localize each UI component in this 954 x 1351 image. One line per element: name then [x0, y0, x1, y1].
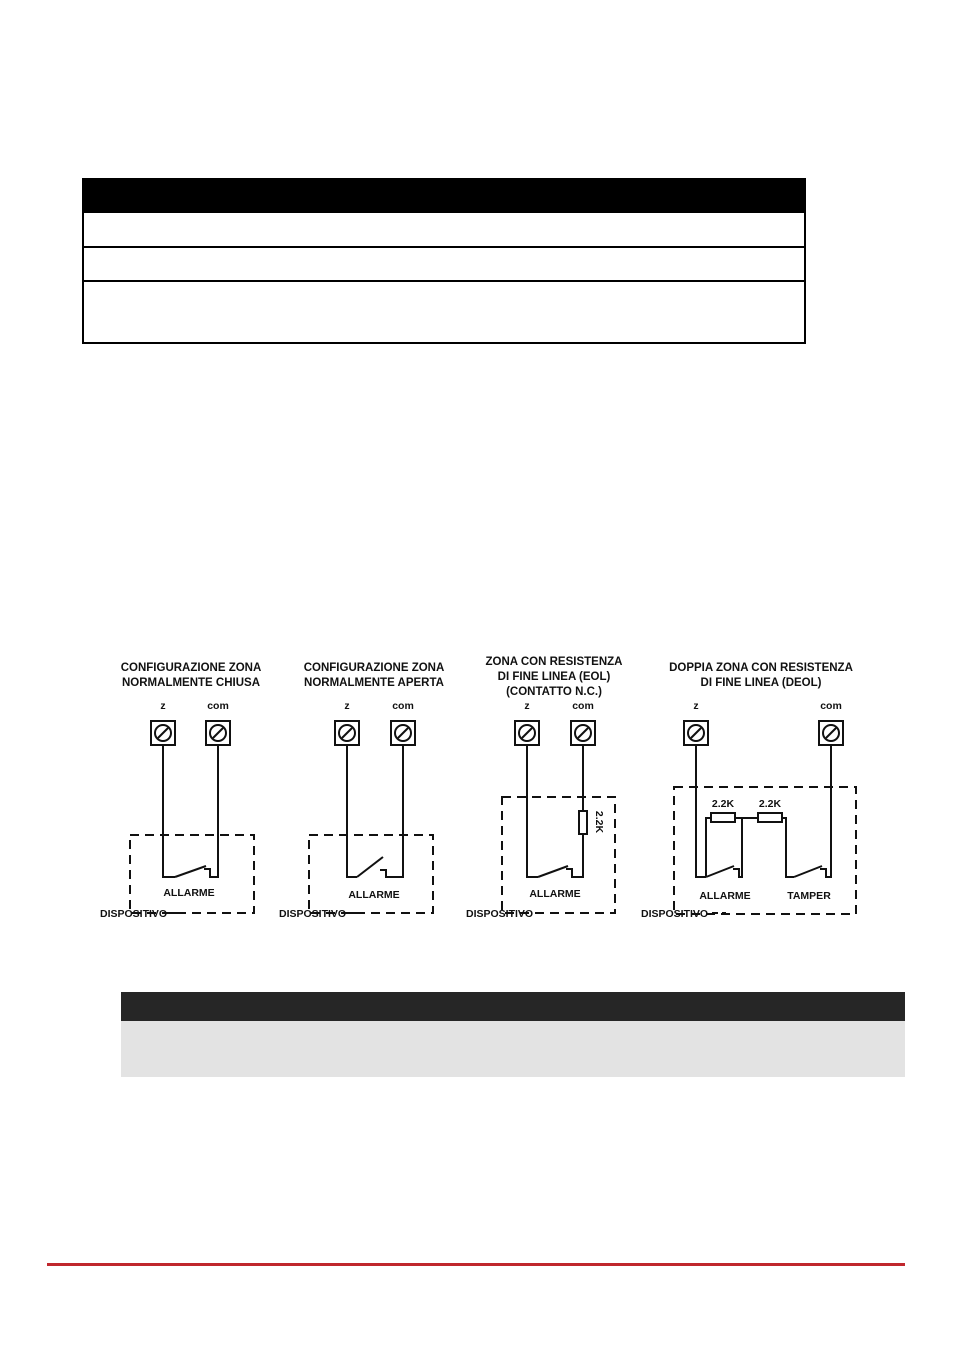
contact-label: ALLARME	[163, 887, 215, 899]
diagram-normally-open	[279, 662, 444, 920]
diagram-normally-closed	[100, 662, 261, 920]
device-label: DISPOSITIVO	[641, 908, 709, 920]
terminal-com-icon	[391, 721, 415, 745]
resistor-label: 2.2K	[758, 798, 782, 810]
terminal-label-com: com	[572, 700, 594, 712]
device-label: DISPOSITIVO	[100, 908, 168, 920]
note-box	[121, 992, 905, 1077]
diagram-title-line: CONFIGURAZIONE ZONA	[120, 662, 262, 674]
terminal-z-icon	[335, 721, 359, 745]
device-label: DISPOSITIVO	[466, 908, 534, 920]
diagram-title-line: CONFIGURAZIONE ZONA	[303, 662, 445, 674]
footer-divider	[47, 1263, 905, 1266]
terminal-label-com: com	[207, 700, 229, 712]
diagram-title-line: (CONTATTO N.C.)	[506, 686, 602, 698]
terminal-com-icon	[206, 721, 230, 745]
terminal-label-z: z	[524, 700, 530, 712]
contact-label: ALLARME	[699, 890, 751, 902]
terminal-label-z: z	[160, 700, 166, 712]
table-row	[84, 246, 804, 281]
terminal-z-icon	[684, 721, 708, 745]
diagram-title-line: DI FINE LINEA (DEOL)	[700, 677, 822, 689]
note-header	[121, 992, 905, 1021]
switch-contact-closed	[175, 866, 206, 877]
table-row	[84, 280, 804, 342]
terminal-label-z: z	[344, 700, 350, 712]
resistor-label: 2.2K	[711, 798, 735, 810]
terminal-z-icon	[515, 721, 539, 745]
diagram-eol	[466, 656, 622, 920]
diagram-title-line: NORMALMENTE CHIUSA	[122, 677, 260, 689]
switch-contact-closed	[538, 866, 568, 877]
device-box	[309, 835, 433, 913]
zone-wiring-diagrams	[0, 640, 954, 940]
resistor-icon	[758, 813, 782, 822]
contact-label: TAMPER	[787, 890, 831, 902]
resistor-icon	[579, 811, 587, 834]
diagram-title-line: DOPPIA ZONA CON RESISTENZA	[669, 662, 853, 674]
terminal-label-com: com	[820, 700, 842, 712]
switch-contact-tamper	[794, 866, 822, 877]
note-body	[121, 1021, 905, 1077]
terminal-label-z: z	[693, 700, 699, 712]
table-header	[84, 180, 804, 213]
table-row	[84, 213, 804, 247]
switch-contact-open	[357, 857, 383, 877]
device-label: DISPOSITIVO	[279, 908, 347, 920]
resistor-icon	[711, 813, 735, 822]
diagram-deol	[641, 662, 856, 920]
terminal-z-icon	[151, 721, 175, 745]
device-box	[130, 835, 254, 913]
contact-label: ALLARME	[348, 889, 400, 901]
contact-label: ALLARME	[529, 888, 581, 900]
terminal-com-icon	[571, 721, 595, 745]
resistor-label: 2.2K	[593, 810, 605, 834]
switch-contact-alarm	[706, 866, 734, 877]
terminal-label-com: com	[392, 700, 414, 712]
diagram-title-line: ZONA CON RESISTENZA	[485, 656, 623, 668]
diagram-title-line: DI FINE LINEA (EOL)	[497, 671, 611, 683]
info-table	[82, 178, 806, 344]
terminal-com-icon	[819, 721, 843, 745]
diagram-title-line: NORMALMENTE APERTA	[304, 677, 444, 689]
